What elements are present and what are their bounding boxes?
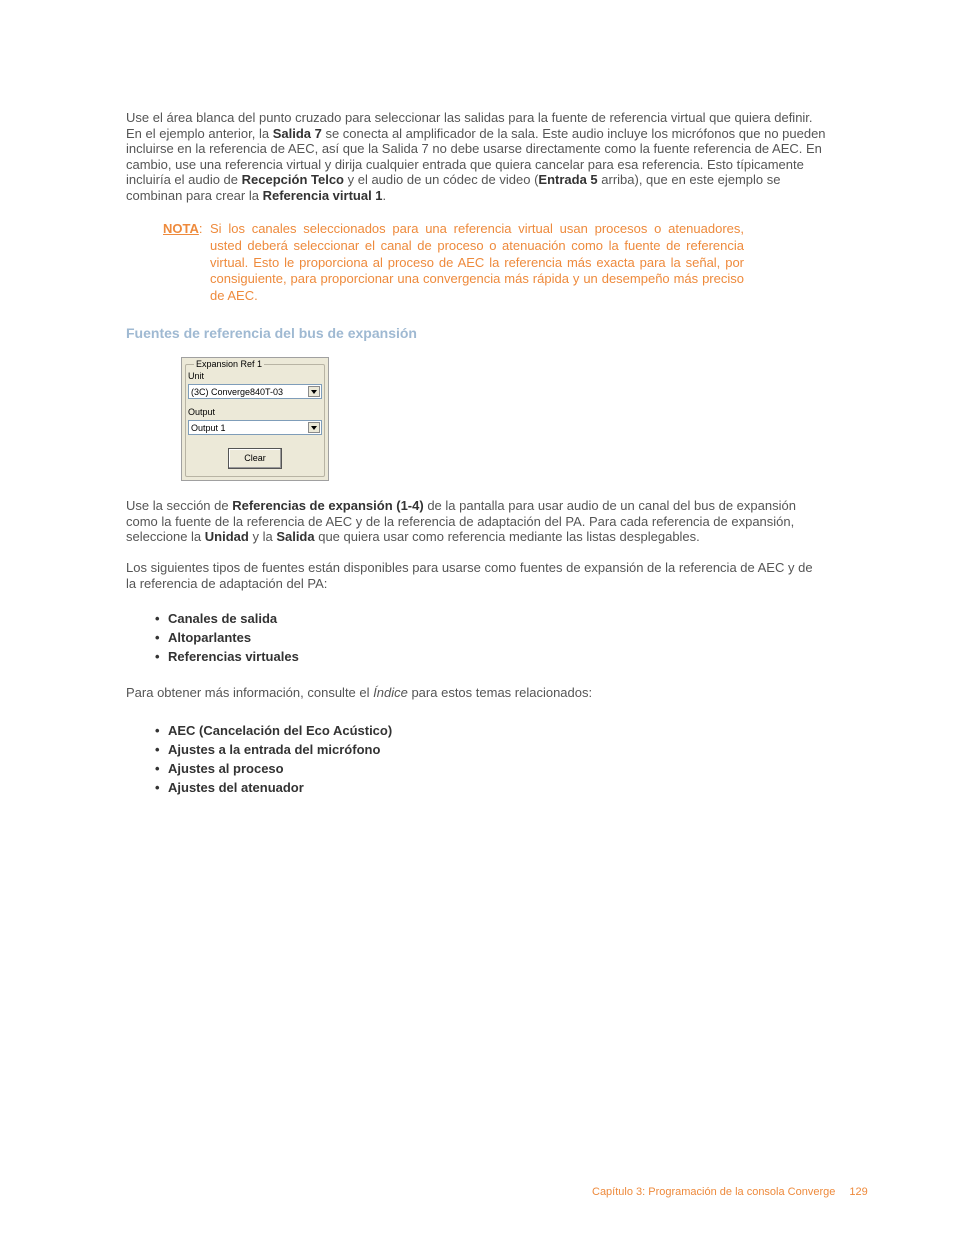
intro-bold-input-5: Entrada 5 <box>538 172 598 188</box>
unit-select[interactable] <box>188 384 322 399</box>
section-heading: Fuentes de referencia del bus de expansión <box>126 325 417 341</box>
page-number: 129 <box>849 1186 868 1198</box>
note-colon: : <box>198 221 203 236</box>
intro-bold-telco: Recepción Telco <box>241 172 344 188</box>
expansion-ref-dialog <box>181 357 329 481</box>
para2-text-3: y la <box>248 529 277 545</box>
note-block <box>163 221 744 305</box>
intro-paragraph <box>126 110 826 204</box>
note-text: Si los canales seleccionados para una referencia virtual usan procesos o atenuadores, usted deberá seleccionar el canal de proceso o atenuación como la fuente de referencia virtual. Esto le proporciona al proceso de AEC la referencia más exacta para la señal, por consiguiente, para proporcionar una convergencia más rápida y un desempeño más preciso de AEC. <box>210 221 744 304</box>
list-item: • Referencias virtuales <box>155 647 299 666</box>
list-item: • Altoparlantes <box>155 628 299 647</box>
para2-bold-output: Salida <box>276 529 315 545</box>
note-label: NOTA <box>163 221 199 236</box>
intro-text-2: se conecta al amplificador de la sala. Este audio incluye los micrófonos que no pueden incluirse en la referencia de AEC, así que la Salida 7 no debe usarse directamente como la fuente referencia de AEC. En cambio, use una referencia virtual y dirija cualquier entrada que quiera cancelar para esa referencia. Esto típicamente incluiría el audio de <box>126 125 826 188</box>
unit-select-value: (3C) Converge840T-03 <box>191 387 284 397</box>
output-select[interactable] <box>188 420 322 435</box>
expansion-paragraph <box>126 498 826 545</box>
source-types-intro: Los siguientes tipos de fuentes están disponibles para usarse como fuentes de expansión de la referencia de AEC y de la referencia de adaptación del PA: <box>126 560 813 591</box>
intro-bold-virtual-ref: Referencia virtual 1 <box>262 187 383 203</box>
index-link[interactable]: Índice <box>373 685 408 700</box>
chevron-down-icon[interactable] <box>308 386 320 397</box>
list-item[interactable]: • Ajustes a la entrada del micrófono <box>155 740 392 759</box>
chevron-down-icon[interactable] <box>308 422 320 433</box>
clear-button[interactable]: Clear <box>228 448 282 469</box>
page-footer <box>592 1186 868 1198</box>
intro-text-4: arriba), que en este ejemplo se combinan para crear la <box>126 172 781 203</box>
intro-text-1: Use el área blanca del punto cruzado para seleccionar las salidas para la fuente de referencia virtual que quiera definir. En el ejemplo anterior, la <box>126 110 813 141</box>
para2-text-2: de la pantalla para usar audio de un canal del bus de expansión como la fuente de la referencia de AEC y de la referencia de adaptación del PA. Para cada referencia de expansión, seleccione la <box>126 498 796 545</box>
output-select-value: Output 1 <box>191 423 226 433</box>
output-label: Output <box>188 407 216 417</box>
groupbox-title: Expansion Ref 1 <box>196 359 263 369</box>
list-item[interactable]: • AEC (Cancelación del Eco Acústico) <box>155 721 392 740</box>
para2-text-4: que quiera usar como referencia mediante las listas desplegables. <box>314 529 700 545</box>
list-item[interactable]: • Ajustes del atenuador <box>155 778 392 797</box>
list-item: • Canales de salida <box>155 609 299 628</box>
unit-label: Unit <box>188 371 205 381</box>
list-item[interactable]: • Ajustes al proceso <box>155 759 392 778</box>
para4-text-1: Para obtener más información, consulte el <box>126 685 374 700</box>
intro-text-3: y el audio de un códec de video ( <box>343 172 539 188</box>
related-topics-list <box>155 721 392 797</box>
para2-text-1: Use la sección de <box>126 498 233 513</box>
more-info-paragraph <box>126 685 826 701</box>
para4-text-2: para estos temas relacionados: <box>407 685 593 700</box>
footer-chapter: Capítulo 3: Programación de la consola Converge <box>592 1186 836 1198</box>
para2-bold-refs: Referencias de expansión (1-4) <box>232 498 424 513</box>
intro-text-5: . <box>382 187 387 203</box>
para2-bold-unit: Unidad <box>204 529 249 545</box>
intro-bold-output-7: Salida 7 <box>272 125 322 141</box>
source-types-list <box>155 609 299 666</box>
